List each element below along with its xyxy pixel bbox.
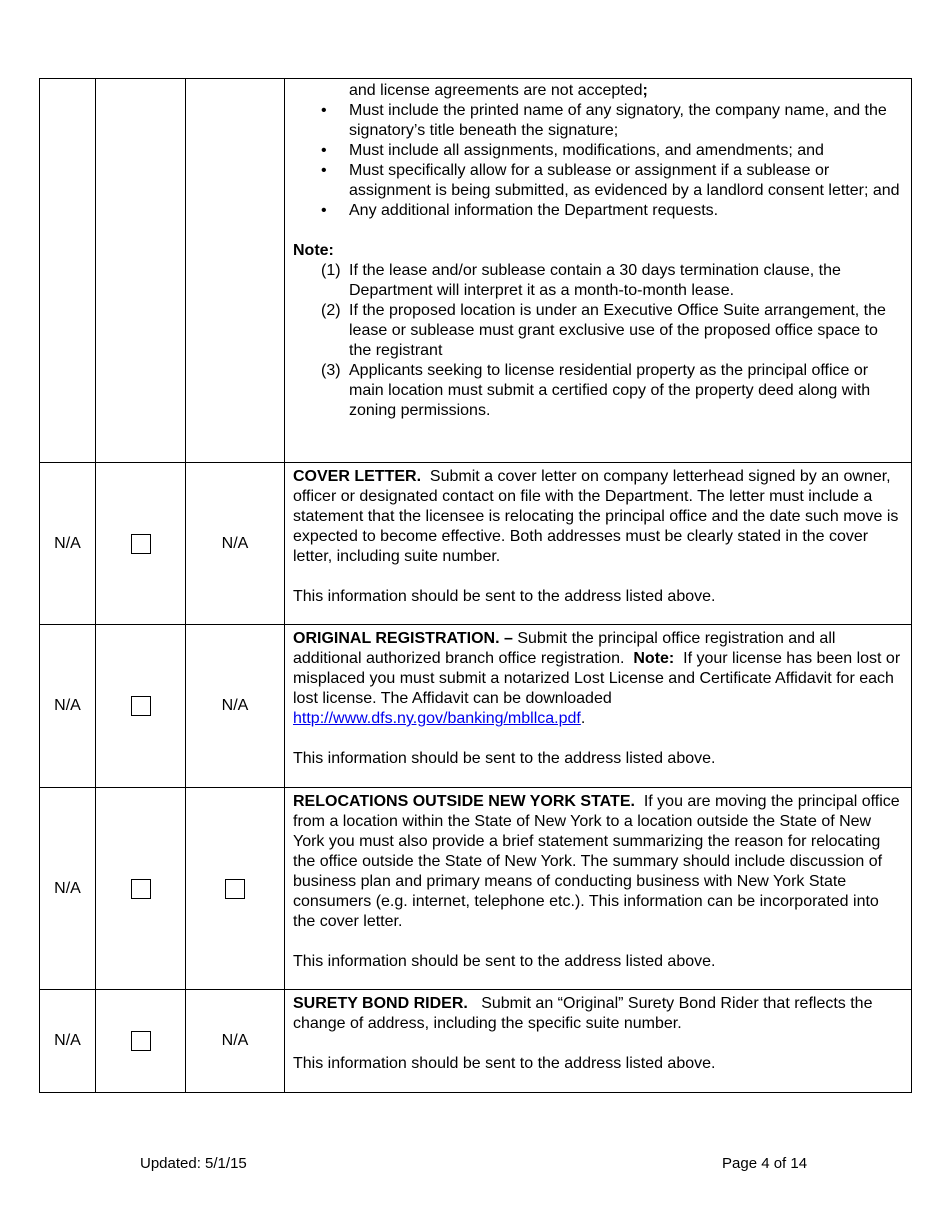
- requirements-table: [39, 78, 912, 1093]
- lease-requirements-cell: [285, 79, 912, 463]
- list-item: • Must include the printed name of any signatory, the company name, and the signatory’s title beneath the signature;: [321, 102, 887, 139]
- table-row-lease-continuation: [40, 79, 912, 463]
- surety-bond-footer-text: This information should be sent to the address listed above.: [293, 1055, 716, 1072]
- relocations-text: RELOCATIONS OUTSIDE NEW YORK STATE. If you are moving the principal office from a location within the State of New York to a location outside the State of New York you must also provide a brief statement summarizing the reason for relocating the office outside the State of New York. The summary should include discussion of business plan and primary means of conducting business with New York State consumers (e.g. internet, telephone etc.). This information can be incorporated into the cover letter.: [293, 793, 900, 930]
- checkbox-cell: [96, 990, 186, 1093]
- surety-bond-cell: [285, 990, 912, 1093]
- bullet-icon: •: [321, 202, 327, 219]
- table-row-cover-letter: [40, 463, 912, 625]
- surety-bond-checkbox[interactable]: [131, 1031, 151, 1051]
- original-registration-cell: [285, 625, 912, 788]
- relocations-cell: [285, 788, 912, 990]
- original-registration-footer-text: This information should be sent to the address listed above.: [293, 750, 716, 767]
- na-cell: N/A: [186, 990, 285, 1093]
- cover-letter-text: COVER LETTER. Submit a cover letter on company letterhead signed by an owner, officer or designated contact on file with the Department. The letter must include a statement that the licensee is relocating the principal office and the date such move is expected to become effective. Both addresses must be clearly stated in the cover letter, including suite number.: [293, 468, 899, 565]
- list-item: • Must specifically allow for a sublease or assignment if a sublease or assignment is being submitted, as evidenced by a landlord consent letter; and: [321, 162, 900, 199]
- na-cell: N/A: [186, 625, 285, 788]
- note-list: [293, 261, 903, 421]
- cover-letter-checkbox[interactable]: [131, 534, 151, 554]
- cover-letter-cell: [285, 463, 912, 625]
- na-cell: N/A: [186, 463, 285, 625]
- table-row-original-registration: [40, 625, 912, 788]
- relocations-checkbox[interactable]: [131, 879, 151, 899]
- na-cell: N/A: [40, 463, 96, 625]
- lease-continuation-text: and license agreements are not accepted;: [349, 82, 648, 99]
- list-item: (1) If the lease and/or sublease contain a 30 days termination clause, the Department will interpret it as a month-to-month lease.: [321, 262, 841, 299]
- bullet-icon: •: [321, 102, 327, 119]
- relocations-second-checkbox[interactable]: [225, 879, 245, 899]
- na-cell: N/A: [40, 625, 96, 788]
- original-registration-text: ORIGINAL REGISTRATION. – Submit the principal office registration and all additional authorized branch office registration. Note: If your license has been lost or misplaced you must submit a notarized Lost License and Certificate Affidavit for each lost license. The Affidavit can be downloaded http://www.dfs.ny.gov/banking/mbllca.pdf.: [293, 630, 901, 727]
- cell-empty: [186, 79, 285, 463]
- list-item: • Must include all assignments, modifications, and amendments; and: [321, 142, 824, 159]
- cell-empty: [96, 79, 186, 463]
- na-cell: N/A: [40, 788, 96, 990]
- mbllca-pdf-link[interactable]: http://www.dfs.ny.gov/banking/mbllca.pdf: [293, 710, 581, 727]
- page-number: Page 4 of 14: [722, 1155, 808, 1172]
- list-item: (3) Applicants seeking to license residential property as the principal office or main location must submit a certified copy of the property deed along with zoning permissions.: [321, 362, 871, 419]
- list-item: • Any additional information the Department requests.: [321, 202, 719, 219]
- surety-bond-text: SURETY BOND RIDER. Submit an “Original” Surety Bond Rider that reflects the change of address, including the specific suite number.: [293, 995, 873, 1032]
- bullet-icon: •: [321, 142, 327, 159]
- checkbox-cell: [96, 463, 186, 625]
- original-registration-checkbox[interactable]: [131, 696, 151, 716]
- cover-letter-footer-text: This information should be sent to the address listed above.: [293, 588, 716, 605]
- lease-bullet-list: [293, 101, 903, 221]
- checkbox-cell: [96, 788, 186, 990]
- cell-empty: [40, 79, 96, 463]
- table-row-surety-bond-rider: [40, 990, 912, 1093]
- updated-date: Updated: 5/1/15: [140, 1155, 247, 1172]
- list-item: (2) If the proposed location is under an Executive Office Suite arrangement, the lease or sublease must grant exclusive use of the proposed office space to the registrant: [321, 302, 886, 359]
- checkbox-cell: [186, 788, 285, 990]
- table-row-relocations-outside-ny: [40, 788, 912, 990]
- relocations-footer-text: This information should be sent to the address listed above.: [293, 953, 716, 970]
- bullet-icon: •: [321, 162, 327, 179]
- na-cell: N/A: [40, 990, 96, 1093]
- note-heading: Note:: [293, 242, 334, 259]
- checkbox-cell: [96, 625, 186, 788]
